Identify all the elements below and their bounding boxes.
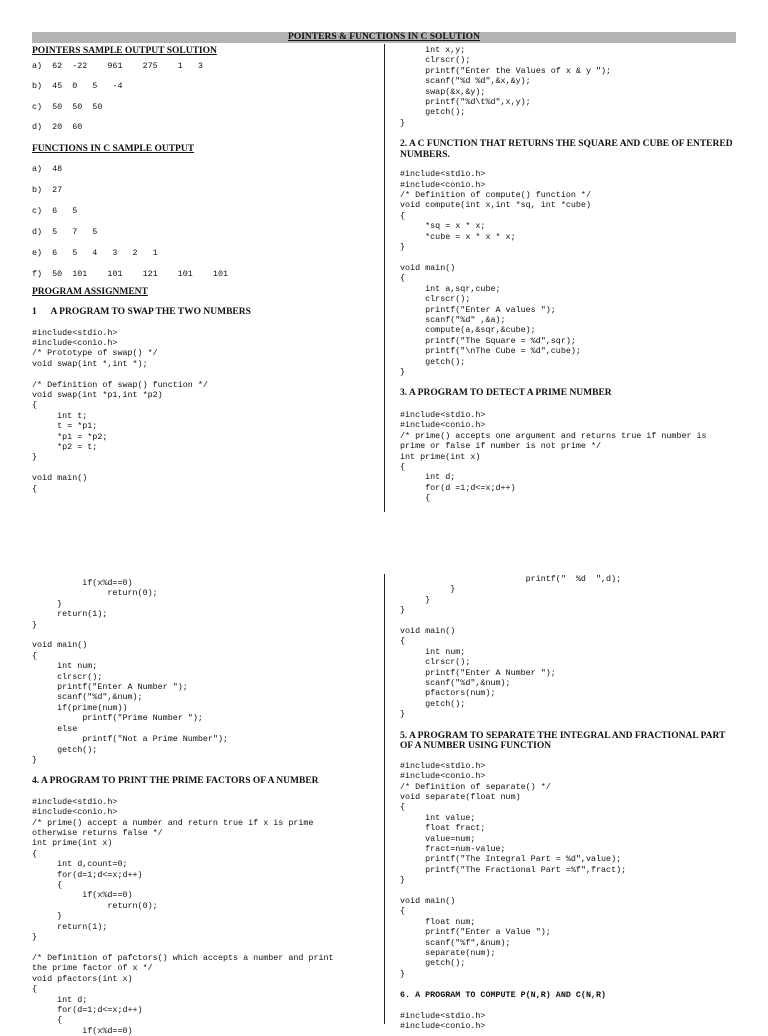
- prog3-code: #include<stdio.h> #include<conio.h> /* prime() accepts one argument and returns true if number is prime or false if number is not prime */ int prime(int x) { int d; for(d =1;d<=x;d++) {: [400, 409, 707, 504]
- prog2-code: #include<stdio.h> #include<conio.h> /* Definition of compute() function */ void compute(int x,int *sq, int *cube) { *sq = x * x; *cube = x * x * x; } void main() { int a,sqr,cube; clrscr(); printf("Enter A values "); scanf("%d" ,&a); compute(a,&sqr,&cube); printf("The Square = %d",sqr); printf("\nThe Cube = %d",cube); getch(); }: [400, 169, 591, 377]
- answer-line: c) 50 50 50: [32, 101, 103, 112]
- functions-heading: FUNCTIONS IN C SAMPLE OUTPUT: [32, 144, 195, 154]
- prog6-heading: 6. A PROGRAM TO COMPUTE P(N,R) AND C(N,R): [400, 990, 607, 1001]
- prog2-heading: 2. A C FUNCTION THAT RETURNS THE SQUARE AND CUBE OF ENTERED NUMBERS.: [400, 139, 733, 160]
- answer-line: b) 45 0 5 -4: [32, 81, 123, 91]
- right-column: [400, 574, 740, 1032]
- pfactors-main-code: printf(" %d ",d); } } } void main() { int num; clrscr(); printf("Enter A Number "); scanf("%d",&num); pfactors(num); getch(); }: [400, 574, 622, 720]
- column-divider: [384, 44, 385, 512]
- left-column: [32, 46, 382, 494]
- document-page-2: [0, 568, 768, 1036]
- right-column: [400, 45, 740, 504]
- prime-main-code: if(x%d==0) return(0); } return(1); } void main() { int num; clrscr(); printf("Enter A Number "); scanf("%d",&num); if(prime(num)) printf("Prime Number "); else printf("Not a Prime Number"); getch(); }: [32, 578, 229, 765]
- prog1-heading: 1 A PROGRAM TO SWAP THE TWO NUMBERS: [32, 307, 251, 317]
- prog4-code: #include<stdio.h> #include<conio.h> /* prime() accept a number and return true if x is prime otherwise returns false */ int prime(int x) { int d,count=0; for(d=1;d<=x;d++) { if(x%d==0) return(0); } return(1); } /* Definition of pafctors() which accepts a number and print the prime factor of x */ void pfactors(int x) { int d; for(d=1;d<=x;d++) { if(x%d==0): [32, 796, 334, 1036]
- column-divider: [384, 574, 385, 1024]
- prog6-code: #include<stdio.h> #include<conio.h>: [400, 1010, 486, 1032]
- program-assignment-heading: PROGRAM ASSIGNMENT: [32, 286, 148, 297]
- answer-line: b) 27: [32, 184, 63, 195]
- answer-line: d) 20 60: [32, 122, 83, 132]
- left-column: [32, 578, 382, 1036]
- pointers-heading: POINTERS SAMPLE OUTPUT SOLUTION: [32, 46, 217, 56]
- answer-line: c) 6 5: [32, 205, 78, 216]
- answer-line: d) 5 7 5: [32, 226, 98, 237]
- prog1-code: #include<stdio.h> #include<conio.h> /* Prototype of swap() */ void swap(int *,int *); /* Definition of swap() function */ void swap(int *p1,int *p2) { int t; t = *p1; *p1 = *p2; *p2 = t; } void main() {: [32, 327, 208, 494]
- prog5-code: #include<stdio.h> #include<conio.h> /* Definition of separate() */ void separate(float num) { int value; float fract; value=num; fract=num-value; printf("The Integral Part = %d",value); printf("The Fractional Part =%f",fract); } void main() { float num; printf("Enter a Value "); scanf("%f",&num); separate(num); getch(); }: [400, 760, 627, 979]
- prog3-heading: 3. A PROGRAM TO DETECT A PRIME NUMBER: [400, 388, 612, 399]
- page-title: POINTERS & FUNCTIONS IN C SOLUTION: [32, 32, 736, 43]
- answer-line: f) 50 101 101 121 101 101: [32, 268, 229, 279]
- pointers-answers: [32, 61, 382, 133]
- answer-line: e) 6 5 4 3 2 1: [32, 247, 158, 258]
- answer-line: a) 48: [32, 163, 63, 174]
- prog5-heading: 5. A PROGRAM TO SEPARATE THE INTEGRAL AND FRACTIONAL PART OF A NUMBER USING FUNCTION: [400, 730, 726, 752]
- functions-answers: [32, 164, 382, 279]
- answer-line: a) 62 -22 961 275 1 3: [32, 60, 203, 71]
- prog4-heading: 4. A PROGRAM TO PRINT THE PRIME FACTORS OF A NUMBER: [32, 776, 319, 787]
- swap-main-code: int x,y; clrscr(); printf("Enter the Values of x & y "); scanf("%d %d",&x,&y); swap(&x,&y); printf("%d\t%d",x,y); getch(); }: [400, 45, 612, 128]
